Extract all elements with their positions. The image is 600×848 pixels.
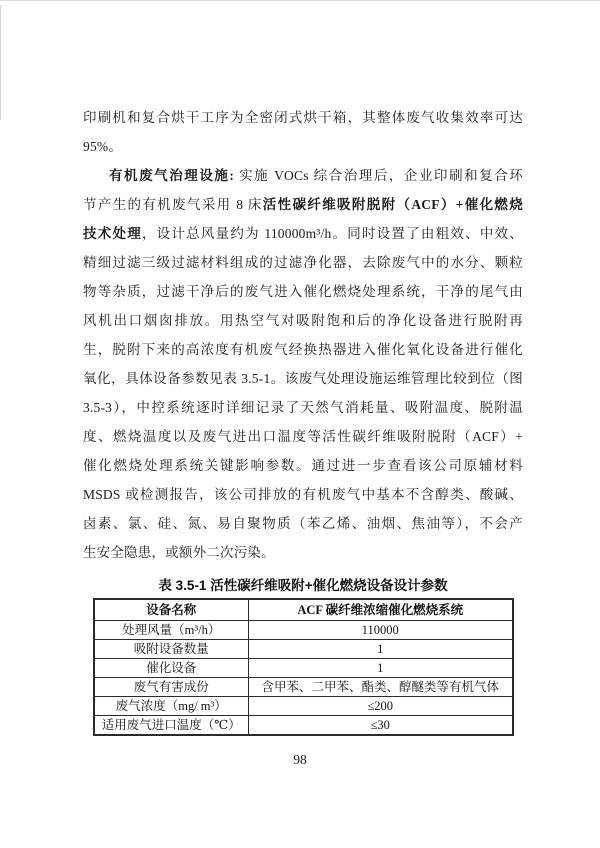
table-cell: ≤200 xyxy=(248,697,513,716)
text-segment: 生安全隐患，或额外二次污染。 xyxy=(83,545,275,560)
text-segment: MSDS 或检测报告，该公司排放的有机废气中基本不含醇类、酸碱、 xyxy=(83,487,523,502)
text-line xyxy=(83,538,523,567)
table-row xyxy=(94,621,513,640)
table-body xyxy=(94,621,513,736)
bold-text-segment: 技术处理 xyxy=(83,226,142,241)
text-line xyxy=(83,364,523,393)
text-line xyxy=(83,335,523,364)
table-row xyxy=(94,697,513,716)
table-row xyxy=(94,640,513,659)
text-segment: 节产生的有机废气采用 8 床 xyxy=(83,197,263,212)
text-segment: 生，脱附下来的高浓度有机废气经换热器进入催化氧化设备进行催化 xyxy=(83,342,523,357)
page-content xyxy=(83,103,523,736)
page-edge-left xyxy=(0,5,1,120)
table-cell: 含甲苯、二甲苯、酯类、醇醚类等有机气体 xyxy=(248,678,513,697)
table-row xyxy=(94,678,513,697)
text-segment: 印刷机和复合烘干工序为全密闭式烘干箱，其整体废气收集效率可达 xyxy=(83,110,523,125)
page-number: 98 xyxy=(293,752,307,767)
bold-text-segment: 活性碳纤维吸附脱附（ACF）+催化燃烧 xyxy=(262,197,523,212)
table-cell: 吸附设备数量 xyxy=(94,640,248,659)
table-cell: 废气有害成份 xyxy=(94,678,248,697)
text-line xyxy=(83,132,523,161)
table-cell: 处理风量（m³/h） xyxy=(94,621,248,640)
text-segment: 95%。 xyxy=(83,139,123,154)
page-edge-top xyxy=(0,0,600,1)
equipment-parameters-table xyxy=(93,598,514,736)
text-line xyxy=(83,103,523,132)
text-line xyxy=(83,277,523,306)
text-line xyxy=(83,451,523,480)
table-row xyxy=(94,716,513,736)
text-segment: ，设计总风量约为 110000m³/h。同时设置了由粗效、中效、 xyxy=(141,226,523,241)
table-row xyxy=(94,599,513,621)
table-cell: ≤30 xyxy=(248,716,513,736)
text-line xyxy=(83,422,523,451)
text-line xyxy=(83,219,523,248)
text-line xyxy=(83,306,523,335)
table-header-cell: 设备名称 xyxy=(94,599,248,621)
table-cell: 110000 xyxy=(248,621,513,640)
text-segment: 实施 VOCs 综合治理后，企业印刷和复合环 xyxy=(234,168,523,183)
table-cell: 1 xyxy=(248,640,513,659)
table-caption: 表 3.5-1 活性碳纤维吸附+催化燃烧设备设计参数 xyxy=(158,578,448,593)
text-segment: 氧化，具体设备参数见表 3.5-1。该废气处理设施运维管理比较到位（图 xyxy=(83,371,523,386)
text-block xyxy=(83,103,523,567)
table-cell: 催化设备 xyxy=(94,659,248,678)
bold-text-segment: 有机废气治理设施: xyxy=(109,168,235,183)
text-line xyxy=(83,480,523,509)
text-segment: 卤素、氯、硅、氮、易自聚物质（苯乙烯、油烟、焦油等），不会产 xyxy=(83,516,523,531)
table-cell: 1 xyxy=(248,659,513,678)
text-segment: 精细过滤三级过滤材料组成的过滤净化器，去除废气中的水分、颗粒 xyxy=(83,255,523,270)
text-line xyxy=(83,248,523,277)
text-segment: 风机出口烟囱排放。用热空气对吸附饱和后的净化设备进行脱附再 xyxy=(83,313,523,328)
table-header-cell: ACF 碳纤维浓缩催化燃烧系统 xyxy=(248,599,513,621)
text-line xyxy=(83,509,523,538)
text-line xyxy=(83,161,523,190)
text-segment: 度、燃烧温度以及废气进出口温度等活性碳纤维吸附脱附（ACF）+ xyxy=(83,429,523,444)
table-row xyxy=(94,659,513,678)
text-segment: 3.5-3），中控系统逐时详细记录了天然气消耗量、吸附温度、脱附温 xyxy=(83,400,523,415)
table-header-row xyxy=(94,599,513,621)
text-segment: 物等杂质，过滤干净后的废气进入催化燃烧处理系统，干净的尾气由 xyxy=(83,284,523,299)
text-line xyxy=(83,393,523,422)
table-cell: 适用废气进口温度（℃） xyxy=(94,716,248,736)
text-segment: 催化燃烧处理系统关键影响参数。通过进一步查看该公司原辅材料 xyxy=(83,458,523,473)
table-cell: 废气浓度（mg/ m³） xyxy=(94,697,248,716)
text-line xyxy=(83,190,523,219)
